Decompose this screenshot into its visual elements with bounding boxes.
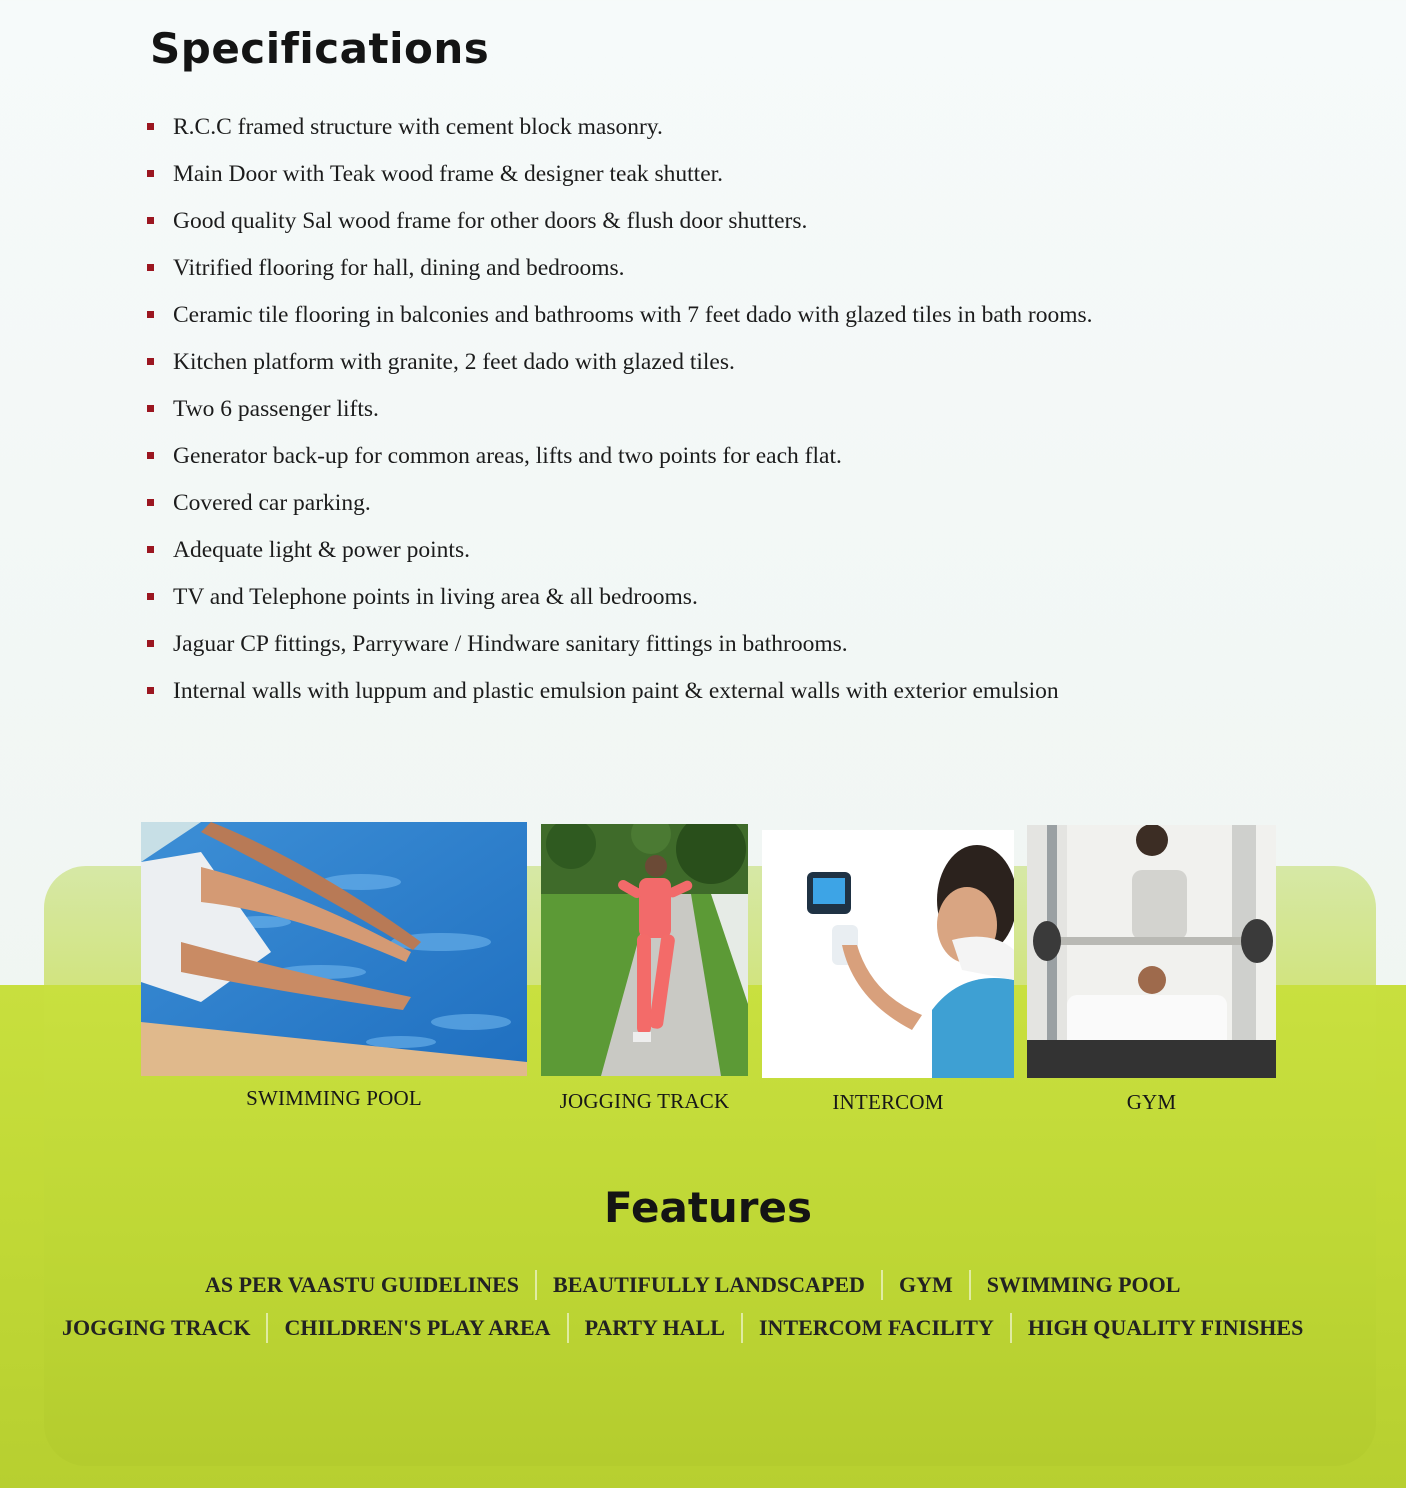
spec-item-text: R.C.C framed structure with cement block masonry. <box>173 114 663 140</box>
spec-item-text: Vitrified flooring for hall, dining and bedrooms. <box>173 255 625 281</box>
spec-item-text: Adequate light & power points. <box>173 537 470 563</box>
bullet-icon <box>147 217 154 224</box>
spec-item <box>143 245 1243 292</box>
spec-item-text: Covered car parking. <box>173 490 371 516</box>
jogging-track-photo <box>541 824 748 1076</box>
specifications-list <box>143 104 1243 715</box>
spec-item-text: Jaguar CP fittings, Parryware / Hindware sanitary fittings in bathrooms. <box>173 631 848 657</box>
bullet-icon <box>147 311 154 318</box>
spec-item <box>143 574 1243 621</box>
bullet-icon <box>147 405 154 412</box>
amenity-label-intercom: INTERCOM <box>832 1090 944 1114</box>
spec-item-text: Generator back-up for common areas, lifts and two points for each flat. <box>173 443 842 469</box>
spec-item-text: Two 6 passenger lifts. <box>173 396 379 422</box>
spec-item-text: Main Door with Teak wood frame & designer teak shutter. <box>173 161 724 187</box>
feature-divider <box>969 1270 971 1300</box>
feature-divider <box>535 1270 537 1300</box>
amenity-label-swimming-pool: SWIMMING POOL <box>246 1086 422 1110</box>
feature-item: HIGH QUALITY FINISHES <box>1027 1315 1304 1340</box>
amenity-label-jogging-track: JOGGING TRACK <box>559 1089 730 1113</box>
spec-item <box>143 292 1243 339</box>
bullet-icon <box>147 264 154 271</box>
feature-item: JOGGING TRACK <box>62 1315 251 1340</box>
spec-item <box>143 339 1243 386</box>
bullet-icon <box>147 123 154 130</box>
specifications-title: Specifications <box>150 24 490 73</box>
bullet-icon <box>147 499 154 506</box>
spec-item <box>143 433 1243 480</box>
spec-item-text: Kitchen platform with granite, 2 feet dado with glazed tiles. <box>173 349 735 375</box>
feature-item: AS PER VAASTU GUIDELINES <box>205 1272 520 1297</box>
feature-divider <box>1010 1313 1012 1343</box>
bullet-icon <box>147 546 154 553</box>
feature-item: PARTY HALL <box>584 1315 725 1340</box>
feature-item: INTERCOM FACILITY <box>758 1315 994 1340</box>
bullet-icon <box>147 593 154 600</box>
spec-item <box>143 480 1243 527</box>
feature-item: GYM <box>898 1272 953 1297</box>
feature-divider <box>881 1270 883 1300</box>
feature-divider <box>266 1313 268 1343</box>
bullet-icon <box>147 358 154 365</box>
features-title: Features <box>604 1183 812 1232</box>
spec-item <box>143 527 1243 574</box>
spec-item <box>143 198 1243 245</box>
amenity-label-gym: GYM <box>1126 1090 1177 1114</box>
bullet-icon <box>147 170 154 177</box>
spec-item <box>143 386 1243 433</box>
feature-item: SWIMMING POOL <box>986 1272 1181 1297</box>
feature-item: BEAUTIFULLY LANDSCAPED <box>553 1272 865 1297</box>
features-row-1 <box>205 1270 1180 1300</box>
features-row-2 <box>62 1313 1303 1343</box>
spec-item <box>143 151 1243 198</box>
swimming-pool-photo <box>141 822 527 1076</box>
spec-item <box>143 621 1243 668</box>
bullet-icon <box>147 452 154 459</box>
feature-divider <box>741 1313 743 1343</box>
intercom-photo <box>762 830 1014 1078</box>
spec-item-text: Internal walls with luppum and plastic emulsion paint & external walls with exterior emulsion <box>173 678 1059 704</box>
spec-item-text: Ceramic tile flooring in balconies and bathrooms with 7 feet dado with glazed tiles in bath rooms. <box>173 302 1093 328</box>
gym-photo <box>1027 825 1276 1078</box>
spec-item-text: TV and Telephone points in living area & all bedrooms. <box>173 584 698 610</box>
bullet-icon <box>147 640 154 647</box>
spec-item <box>143 668 1243 715</box>
bullet-icon <box>147 687 154 694</box>
feature-item: CHILDREN'S PLAY AREA <box>284 1315 551 1340</box>
feature-divider <box>567 1313 569 1343</box>
spec-item-text: Good quality Sal wood frame for other doors & flush door shutters. <box>173 208 808 234</box>
spec-item <box>143 104 1243 151</box>
